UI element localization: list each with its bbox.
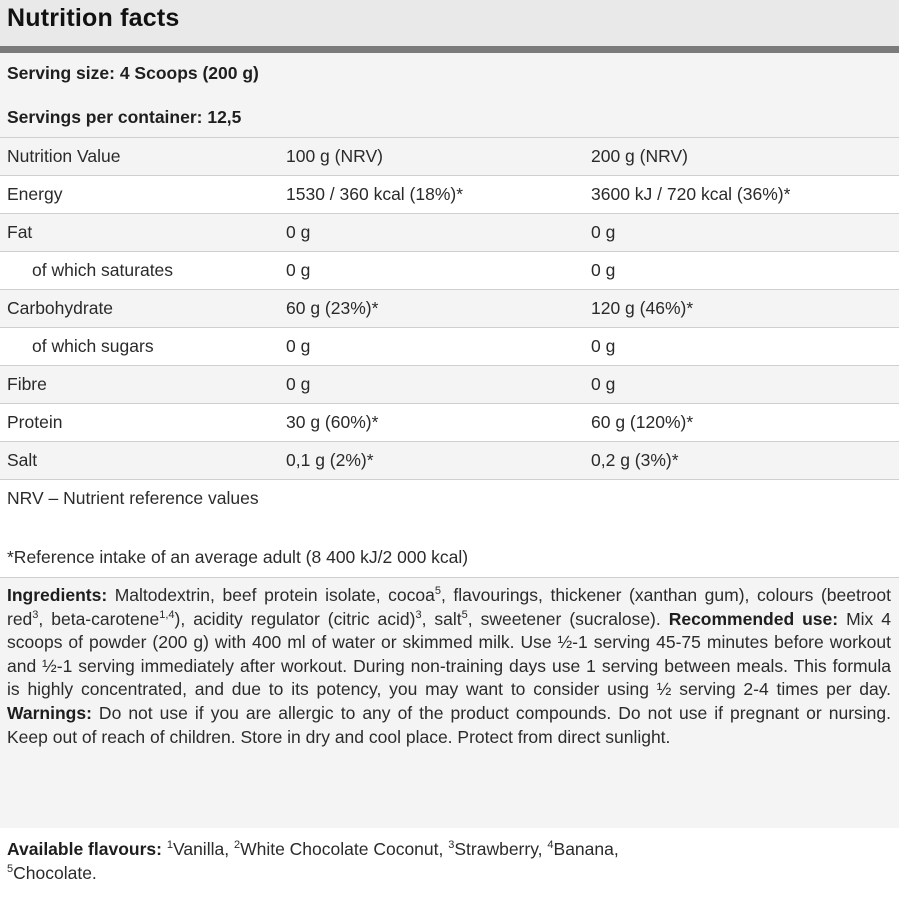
table-row bbox=[0, 214, 899, 252]
warnings-label: Warnings: bbox=[7, 702, 92, 723]
value-200g: 0 g bbox=[582, 328, 899, 366]
footnote-marker: 2 bbox=[233, 839, 241, 851]
table-row bbox=[0, 442, 899, 480]
flavour-item: Strawberry, bbox=[454, 839, 548, 859]
available-flavours bbox=[0, 828, 899, 885]
footnote-marker: 4 bbox=[547, 839, 554, 851]
nrv-note: NRV – Nutrient reference values bbox=[0, 479, 899, 517]
footnote-marker: 3 bbox=[448, 839, 455, 851]
table-header-row bbox=[0, 138, 899, 176]
column-header-100g: 100 g (NRV) bbox=[277, 138, 582, 176]
recommended-use-label: Recommended use: bbox=[668, 608, 839, 629]
table-row bbox=[0, 252, 899, 290]
footnote-marker: 1 bbox=[166, 839, 173, 851]
reference-intake-note: *Reference intake of an average adult (8 400 kJ/2 000 kcal) bbox=[0, 539, 899, 578]
ingredients-text: , flavourings, thickener (xanthan gum), colours (beetroot red bbox=[7, 585, 891, 629]
warnings-text: Do not use if you are allergic to any of the product compounds. Do not use if pregnant or nursing. Keep out of reach of children. Store in dry and cool place. Protect from direct sunlight. bbox=[7, 702, 891, 747]
ingredients-text: Maltodextrin, beef protein isolate, cocoa bbox=[107, 585, 435, 605]
title-divider bbox=[0, 46, 899, 53]
value-100g: 0 g bbox=[277, 366, 582, 404]
flavour-item: Chocolate. bbox=[13, 863, 97, 883]
page-title: Nutrition facts bbox=[7, 4, 180, 32]
value-100g: 0 g bbox=[277, 252, 582, 290]
row-label: of which saturates bbox=[0, 252, 277, 290]
row-label: Salt bbox=[0, 442, 277, 480]
footnote-marker: 5 bbox=[434, 585, 441, 597]
spacer bbox=[0, 517, 899, 539]
value-100g: 60 g (23%)* bbox=[277, 290, 582, 328]
footnote-marker: 5 bbox=[7, 863, 14, 875]
table-row bbox=[0, 290, 899, 328]
table-row bbox=[0, 176, 899, 214]
value-100g: 1530 / 360 kcal (18%)* bbox=[277, 176, 582, 214]
ingredients-text: , salt bbox=[421, 608, 462, 629]
serving-size: Serving size: 4 Scoops (200 g) bbox=[7, 63, 259, 83]
value-200g: 0 g bbox=[582, 214, 899, 252]
row-label: Fibre bbox=[0, 366, 277, 404]
flavour-item: White Chocolate Coconut, bbox=[240, 839, 449, 859]
value-200g: 0 g bbox=[582, 366, 899, 404]
column-header-nutrition-value: Nutrition Value bbox=[0, 138, 277, 176]
value-200g: 3600 kJ / 720 kcal (36%)* bbox=[582, 176, 899, 214]
flavours-label: Available flavours: bbox=[7, 839, 162, 859]
footnote-marker: 5 bbox=[461, 608, 468, 621]
value-100g: 30 g (60%)* bbox=[277, 404, 582, 442]
ingredients-label: Ingredients: bbox=[7, 585, 108, 605]
flavour-item: Vanilla, bbox=[172, 839, 234, 859]
flavour-item: Banana, bbox=[553, 839, 619, 859]
ingredients-text: ), acidity regulator (citric acid) bbox=[174, 608, 416, 629]
ingredients-text: , sweetener (sucralose). bbox=[467, 608, 669, 629]
table-row bbox=[0, 366, 899, 404]
footnote-marker: 1,4 bbox=[159, 608, 175, 621]
ingredients-paragraph bbox=[0, 578, 899, 828]
servings-per-container: Servings per container: 12,5 bbox=[7, 107, 242, 127]
row-label: Energy bbox=[0, 176, 277, 214]
value-200g: 60 g (120%)* bbox=[582, 404, 899, 442]
title-bar bbox=[0, 0, 899, 46]
serving-info bbox=[0, 53, 899, 137]
nutrition-table bbox=[0, 137, 899, 479]
table-row bbox=[0, 404, 899, 442]
row-label: Protein bbox=[0, 404, 277, 442]
row-label: of which sugars bbox=[0, 328, 277, 366]
recommended-use-text: Mix 4 scoops of powder (200 g) with 400 ml of water or skimmed milk. Use ½-1 serving 45-75 minutes before workout and ½-1 serving immediately after workout. During non-training days use 1 serving between meals. This formula is highly concentrated, and due to its potency, you may want to consider using ½ serving 2-4 times per day. bbox=[7, 608, 891, 700]
value-100g: 0 g bbox=[277, 214, 582, 252]
footnote-marker: 3 bbox=[32, 608, 39, 621]
value-200g: 120 g (46%)* bbox=[582, 290, 899, 328]
footnote-marker: 3 bbox=[415, 608, 422, 621]
value-200g: 0 g bbox=[582, 252, 899, 290]
value-200g: 0,2 g (3%)* bbox=[582, 442, 899, 480]
column-header-200g: 200 g (NRV) bbox=[582, 138, 899, 176]
row-label: Carbohydrate bbox=[0, 290, 277, 328]
ingredients-text: , beta-carotene bbox=[38, 608, 160, 629]
row-label: Fat bbox=[0, 214, 277, 252]
table-row bbox=[0, 328, 899, 366]
value-100g: 0,1 g (2%)* bbox=[277, 442, 582, 480]
value-100g: 0 g bbox=[277, 328, 582, 366]
